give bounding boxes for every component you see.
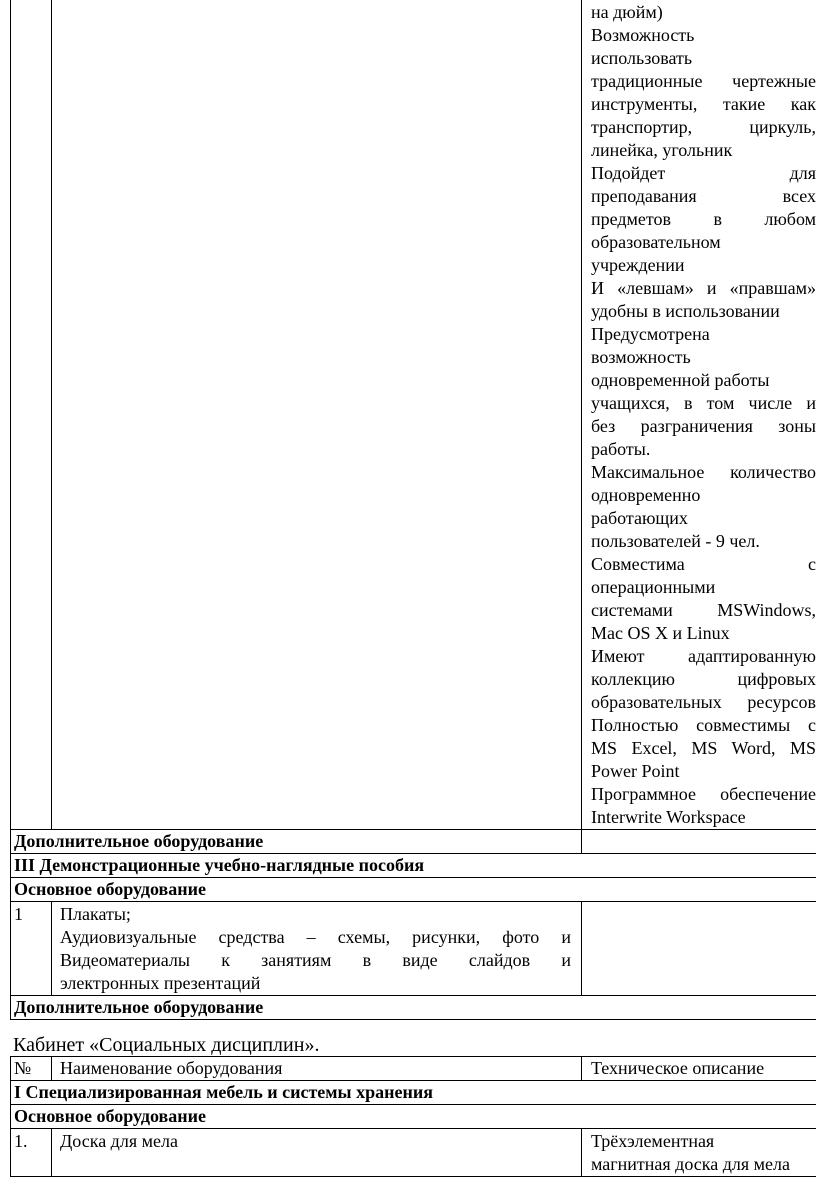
description-line: предметов в любом [591,209,816,229]
row-description-cell [582,1129,816,1177]
section-furniture: I Специализированная мебель и системы хранения [11,1081,816,1105]
description-line: Максимальное количество [591,462,816,482]
name-line: Видеоматериалы к занятиям в виде слайдов и [60,950,571,970]
row-number: 1. [11,1129,52,1177]
cabinet-title: Кабинет «Социальных дисциплин». [13,1034,320,1056]
description-line: возможность [591,347,691,367]
section-demo-aids: III Демонстрационные учебно-наглядные пособия [11,854,816,878]
description-line: Возможность [591,25,695,45]
description-line: учащихся, в том числе и [591,393,816,413]
description-line: Программное обеспечение [591,784,816,804]
description-line: преподавания всех [591,186,816,206]
description-line: пользователей - 9 чел. [591,531,760,551]
description-line: коллекцию цифровых [591,669,816,689]
description-line: образовательных ресурсов [591,692,816,712]
table-row [11,854,816,878]
row-name-cell [52,902,582,996]
row-name-text [60,903,571,995]
description-line: одновременно [591,485,701,505]
table-row [11,830,816,854]
description-line: работы. [591,439,651,459]
description-line: операционными [591,577,716,597]
table-header-row [11,1057,816,1081]
description-line: Имеют адаптированную [591,646,816,666]
table-row [11,996,816,1020]
name-line: электронных презентаций [60,973,261,993]
description-line: без разграничения зоны [591,416,816,436]
description-line: Предусмотрена [591,324,710,344]
equipment-table-social [10,1056,816,1177]
description-line: Полностью совместимы с [591,715,816,735]
description-line: традиционные чертежные [591,71,816,91]
row-number: 1 [11,902,52,996]
equipment-table-upper [10,0,816,1020]
section-additional-equipment: Дополнительное оборудование [11,996,816,1020]
description-line: использовать [591,48,693,68]
name-cell [52,0,582,830]
header-description: Техническое описание [582,1057,816,1081]
table-row [11,1081,816,1105]
description-line: Power Point [591,761,680,781]
description-line: линейка, угольник [591,140,733,160]
description-line: учреждении [591,255,685,275]
description-cell [582,0,816,830]
description-line: на дюйм) [591,2,663,22]
description-line: удобны в использовании [591,301,780,321]
name-line: Аудиовизуальные средства – схемы, рисунки, фото и [60,927,571,947]
header-name: Наименование оборудования [52,1057,582,1081]
description-line: магнитная доска для мела [591,1154,791,1174]
table-row [11,1105,816,1129]
description-line: Трёхэлементная [591,1131,715,1151]
description-line: инструменты, такие как [591,94,816,114]
description-line: работающих [591,508,688,528]
description-line: одновременной работы [591,370,770,390]
description-line: MS Excel, MS Word, MS [591,738,816,758]
description-line: Interwrite Workspace [591,807,746,827]
description-line: Совместима с [591,554,816,574]
description-line: И «левшам» и «правшам» [591,278,816,298]
header-number: № [11,1057,52,1081]
section-additional-equipment: Дополнительное оборудование [11,830,582,854]
empty-cell [582,830,816,854]
table-row [11,878,816,902]
name-line: Плакаты; [60,904,131,924]
description-text [591,1,816,829]
description-line: транспортир, циркуль, [591,117,816,137]
description-line: Mac OS X и Linux [591,623,730,643]
row-description-cell [582,902,816,996]
table-row [11,1129,816,1177]
section-main-equipment: Основное оборудование [11,878,816,902]
table-row [11,0,816,830]
row-name: Доска для мела [52,1129,582,1177]
number-cell [11,0,52,830]
section-main-equipment: Основное оборудование [11,1105,816,1129]
description-line: системами MSWindows, [591,600,816,620]
description-line: Подойдет для [591,163,816,183]
table-row [11,902,816,996]
description-line: образовательном [591,232,721,252]
